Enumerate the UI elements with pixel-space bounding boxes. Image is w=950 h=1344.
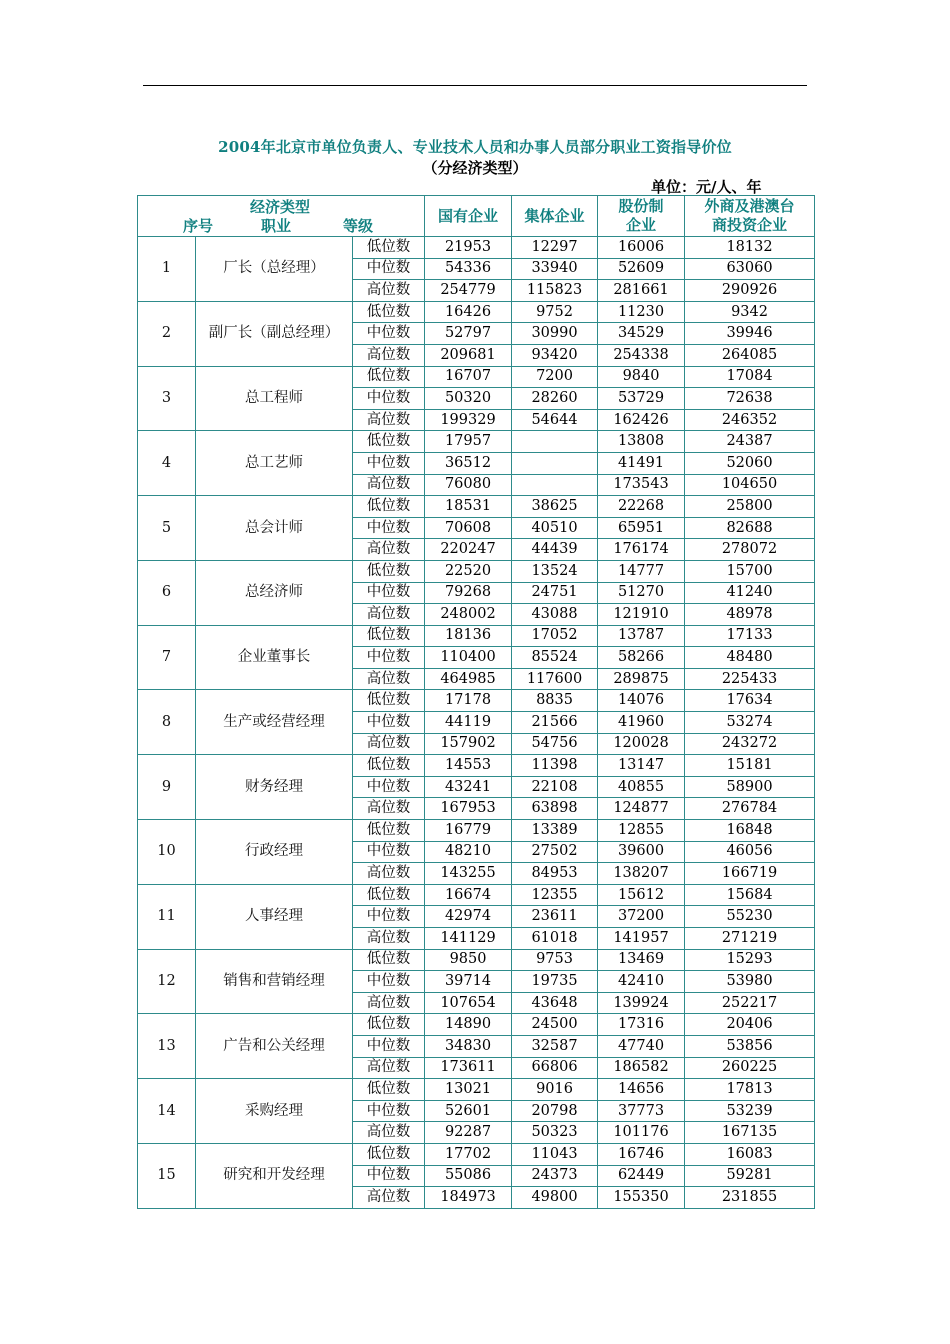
value-cell: 107654 xyxy=(425,992,512,1014)
value-cell xyxy=(512,474,598,496)
header-diagonal-cell xyxy=(138,196,425,237)
value-cell: 63060 xyxy=(685,258,815,280)
table-row xyxy=(138,1143,815,1165)
value-cell: 62449 xyxy=(598,1165,685,1187)
value-cell: 143255 xyxy=(425,863,512,885)
value-cell: 34529 xyxy=(598,323,685,345)
value-cell: 278072 xyxy=(685,539,815,561)
value-cell: 13808 xyxy=(598,431,685,453)
row-grade: 低位数 xyxy=(353,1143,425,1165)
value-cell: 48210 xyxy=(425,841,512,863)
row-grade: 中位数 xyxy=(353,1035,425,1057)
value-cell: 44119 xyxy=(425,712,512,734)
value-cell: 13524 xyxy=(512,560,598,582)
row-grade: 低位数 xyxy=(353,237,425,259)
value-cell: 11043 xyxy=(512,1143,598,1165)
value-cell: 42410 xyxy=(598,971,685,993)
value-cell: 141957 xyxy=(598,928,685,950)
row-job: 总工程师 xyxy=(196,366,353,431)
value-cell: 24387 xyxy=(685,431,815,453)
table-row xyxy=(138,496,815,518)
value-cell: 53729 xyxy=(598,388,685,410)
value-cell: 17052 xyxy=(512,625,598,647)
value-cell: 157902 xyxy=(425,733,512,755)
value-cell: 11398 xyxy=(512,755,598,777)
value-cell: 120028 xyxy=(598,733,685,755)
value-cell: 93420 xyxy=(512,344,598,366)
value-cell: 55086 xyxy=(425,1165,512,1187)
value-cell: 43088 xyxy=(512,604,598,626)
value-cell: 9840 xyxy=(598,366,685,388)
value-cell: 61018 xyxy=(512,928,598,950)
value-cell: 9850 xyxy=(425,949,512,971)
value-cell: 34830 xyxy=(425,1035,512,1057)
value-cell: 15684 xyxy=(685,884,815,906)
row-seq: 3 xyxy=(138,366,196,431)
value-cell: 260225 xyxy=(685,1057,815,1079)
row-seq: 13 xyxy=(138,1014,196,1079)
table-row xyxy=(138,820,815,842)
value-cell: 54336 xyxy=(425,258,512,280)
header-collective: 集体企业 xyxy=(512,196,598,237)
value-cell: 39946 xyxy=(685,323,815,345)
value-cell: 167953 xyxy=(425,798,512,820)
value-cell: 220247 xyxy=(425,539,512,561)
value-cell: 14890 xyxy=(425,1014,512,1036)
value-cell: 27502 xyxy=(512,841,598,863)
table-row xyxy=(138,560,815,582)
row-grade: 中位数 xyxy=(353,1100,425,1122)
value-cell: 117600 xyxy=(512,668,598,690)
value-cell: 254338 xyxy=(598,344,685,366)
wage-table xyxy=(137,195,815,1209)
value-cell: 58266 xyxy=(598,647,685,669)
value-cell: 20406 xyxy=(685,1014,815,1036)
row-grade: 中位数 xyxy=(353,323,425,345)
value-cell: 243272 xyxy=(685,733,815,755)
value-cell: 9016 xyxy=(512,1079,598,1101)
row-grade: 高位数 xyxy=(353,668,425,690)
value-cell: 55230 xyxy=(685,906,815,928)
value-cell: 9342 xyxy=(685,301,815,323)
value-cell: 13021 xyxy=(425,1079,512,1101)
value-cell: 24751 xyxy=(512,582,598,604)
value-cell: 53980 xyxy=(685,971,815,993)
page-title: 2004年北京市单位负责人、专业技术人员和办事人员部分职业工资指导价位 xyxy=(218,138,732,156)
table-row xyxy=(138,755,815,777)
value-cell: 39600 xyxy=(598,841,685,863)
value-cell: 124877 xyxy=(598,798,685,820)
row-job: 总工艺师 xyxy=(196,431,353,496)
header-foreign-line1: 外商及港澳台 xyxy=(704,197,795,215)
row-seq: 2 xyxy=(138,301,196,366)
value-cell: 15612 xyxy=(598,884,685,906)
value-cell: 16746 xyxy=(598,1143,685,1165)
row-grade: 低位数 xyxy=(353,496,425,518)
value-cell: 22108 xyxy=(512,776,598,798)
value-cell: 167135 xyxy=(685,1122,815,1144)
row-grade: 高位数 xyxy=(353,280,425,302)
value-cell: 184973 xyxy=(425,1187,512,1209)
value-cell: 72638 xyxy=(685,388,815,410)
value-cell: 209681 xyxy=(425,344,512,366)
row-seq: 12 xyxy=(138,949,196,1014)
row-grade: 高位数 xyxy=(353,1187,425,1209)
row-grade: 中位数 xyxy=(353,647,425,669)
value-cell: 7200 xyxy=(512,366,598,388)
row-grade: 高位数 xyxy=(353,798,425,820)
value-cell: 276784 xyxy=(685,798,815,820)
row-grade: 低位数 xyxy=(353,884,425,906)
value-cell: 15293 xyxy=(685,949,815,971)
value-cell: 290926 xyxy=(685,280,815,302)
header-joint-stock-line2: 企业 xyxy=(626,216,657,234)
row-seq: 9 xyxy=(138,755,196,820)
value-cell: 16674 xyxy=(425,884,512,906)
value-cell: 464985 xyxy=(425,668,512,690)
page-subtitle: （分经济类型） xyxy=(422,159,528,177)
value-cell: 14777 xyxy=(598,560,685,582)
value-cell: 9752 xyxy=(512,301,598,323)
row-grade: 高位数 xyxy=(353,1057,425,1079)
value-cell: 65951 xyxy=(598,517,685,539)
value-cell: 12855 xyxy=(598,820,685,842)
value-cell: 50320 xyxy=(425,388,512,410)
value-cell: 63898 xyxy=(512,798,598,820)
value-cell: 13147 xyxy=(598,755,685,777)
value-cell: 13389 xyxy=(512,820,598,842)
value-cell: 17316 xyxy=(598,1014,685,1036)
value-cell: 15181 xyxy=(685,755,815,777)
value-cell: 50323 xyxy=(512,1122,598,1144)
value-cell: 17634 xyxy=(685,690,815,712)
value-cell: 17957 xyxy=(425,431,512,453)
row-grade: 高位数 xyxy=(353,863,425,885)
row-grade: 高位数 xyxy=(353,474,425,496)
row-job: 财务经理 xyxy=(196,755,353,820)
row-grade: 低位数 xyxy=(353,755,425,777)
value-cell: 11230 xyxy=(598,301,685,323)
row-grade: 中位数 xyxy=(353,906,425,928)
value-cell: 20798 xyxy=(512,1100,598,1122)
row-grade: 高位数 xyxy=(353,539,425,561)
value-cell: 225433 xyxy=(685,668,815,690)
value-cell: 110400 xyxy=(425,647,512,669)
value-cell: 101176 xyxy=(598,1122,685,1144)
header-grade: 等级 xyxy=(343,217,374,235)
unit-note: 单位：元/人、年 xyxy=(651,178,762,196)
row-seq: 8 xyxy=(138,690,196,755)
value-cell: 58900 xyxy=(685,776,815,798)
value-cell: 166719 xyxy=(685,863,815,885)
value-cell: 52601 xyxy=(425,1100,512,1122)
value-cell: 16848 xyxy=(685,820,815,842)
value-cell: 52060 xyxy=(685,452,815,474)
row-grade: 中位数 xyxy=(353,258,425,280)
value-cell: 173611 xyxy=(425,1057,512,1079)
value-cell: 47740 xyxy=(598,1035,685,1057)
value-cell: 85524 xyxy=(512,647,598,669)
value-cell: 16779 xyxy=(425,820,512,842)
value-cell: 52609 xyxy=(598,258,685,280)
value-cell: 264085 xyxy=(685,344,815,366)
row-grade: 低位数 xyxy=(353,1079,425,1101)
value-cell: 53856 xyxy=(685,1035,815,1057)
value-cell: 13787 xyxy=(598,625,685,647)
value-cell: 9753 xyxy=(512,949,598,971)
row-grade: 低位数 xyxy=(353,820,425,842)
value-cell: 40510 xyxy=(512,517,598,539)
header-joint-stock-line1: 股份制 xyxy=(618,197,664,215)
header-foreign-line2: 商投资企业 xyxy=(712,216,788,234)
row-grade: 高位数 xyxy=(353,1122,425,1144)
value-cell: 59281 xyxy=(685,1165,815,1187)
header-foreign xyxy=(685,196,815,237)
value-cell: 14076 xyxy=(598,690,685,712)
row-grade: 中位数 xyxy=(353,712,425,734)
row-grade: 高位数 xyxy=(353,733,425,755)
value-cell: 115823 xyxy=(512,280,598,302)
table-row xyxy=(138,949,815,971)
row-grade: 高位数 xyxy=(353,928,425,950)
value-cell: 104650 xyxy=(685,474,815,496)
value-cell: 79268 xyxy=(425,582,512,604)
top-rule xyxy=(143,85,807,86)
row-job: 研究和开发经理 xyxy=(196,1143,353,1208)
value-cell: 53239 xyxy=(685,1100,815,1122)
value-cell: 22268 xyxy=(598,496,685,518)
value-cell: 52797 xyxy=(425,323,512,345)
value-cell: 22520 xyxy=(425,560,512,582)
row-seq: 6 xyxy=(138,560,196,625)
value-cell: 33940 xyxy=(512,258,598,280)
row-grade: 低位数 xyxy=(353,949,425,971)
value-cell: 17133 xyxy=(685,625,815,647)
value-cell: 66806 xyxy=(512,1057,598,1079)
value-cell: 76080 xyxy=(425,474,512,496)
value-cell: 254779 xyxy=(425,280,512,302)
row-grade: 中位数 xyxy=(353,776,425,798)
value-cell: 40855 xyxy=(598,776,685,798)
row-grade: 高位数 xyxy=(353,409,425,431)
row-grade: 中位数 xyxy=(353,452,425,474)
value-cell: 48480 xyxy=(685,647,815,669)
value-cell: 41960 xyxy=(598,712,685,734)
value-cell: 139924 xyxy=(598,992,685,1014)
value-cell: 17178 xyxy=(425,690,512,712)
value-cell: 252217 xyxy=(685,992,815,1014)
value-cell: 12297 xyxy=(512,237,598,259)
table-body xyxy=(138,237,815,1209)
value-cell: 21566 xyxy=(512,712,598,734)
table-row xyxy=(138,1014,815,1036)
row-job: 企业董事长 xyxy=(196,625,353,690)
row-job: 采购经理 xyxy=(196,1079,353,1144)
value-cell: 141129 xyxy=(425,928,512,950)
header-joint-stock xyxy=(598,196,685,237)
value-cell: 248002 xyxy=(425,604,512,626)
value-cell: 16707 xyxy=(425,366,512,388)
table-row xyxy=(138,366,815,388)
row-job: 广告和公关经理 xyxy=(196,1014,353,1079)
value-cell: 19735 xyxy=(512,971,598,993)
row-grade: 低位数 xyxy=(353,690,425,712)
row-grade: 低位数 xyxy=(353,431,425,453)
value-cell: 37773 xyxy=(598,1100,685,1122)
value-cell: 48978 xyxy=(685,604,815,626)
row-grade: 中位数 xyxy=(353,841,425,863)
value-cell: 39714 xyxy=(425,971,512,993)
row-grade: 高位数 xyxy=(353,992,425,1014)
value-cell: 18531 xyxy=(425,496,512,518)
value-cell: 14656 xyxy=(598,1079,685,1101)
table-row xyxy=(138,237,815,259)
row-seq: 14 xyxy=(138,1079,196,1144)
row-grade: 中位数 xyxy=(353,388,425,410)
row-seq: 1 xyxy=(138,237,196,302)
value-cell: 162426 xyxy=(598,409,685,431)
header-econ-type: 经济类型 xyxy=(250,198,311,216)
table-header-row xyxy=(138,196,815,237)
value-cell: 37200 xyxy=(598,906,685,928)
row-seq: 11 xyxy=(138,884,196,949)
value-cell xyxy=(512,431,598,453)
row-seq: 7 xyxy=(138,625,196,690)
value-cell: 8835 xyxy=(512,690,598,712)
value-cell: 36512 xyxy=(425,452,512,474)
table-row xyxy=(138,884,815,906)
row-grade: 低位数 xyxy=(353,625,425,647)
row-job: 销售和营销经理 xyxy=(196,949,353,1014)
value-cell: 18132 xyxy=(685,237,815,259)
value-cell: 21953 xyxy=(425,237,512,259)
header-job: 职业 xyxy=(261,217,292,235)
value-cell: 186582 xyxy=(598,1057,685,1079)
row-grade: 低位数 xyxy=(353,1014,425,1036)
value-cell: 51270 xyxy=(598,582,685,604)
value-cell: 246352 xyxy=(685,409,815,431)
row-seq: 5 xyxy=(138,496,196,561)
table-row xyxy=(138,1079,815,1101)
row-grade: 高位数 xyxy=(353,344,425,366)
value-cell: 16006 xyxy=(598,237,685,259)
value-cell: 92287 xyxy=(425,1122,512,1144)
row-job: 厂长（总经理） xyxy=(196,237,353,302)
header-seq: 序号 xyxy=(183,217,214,235)
value-cell: 30990 xyxy=(512,323,598,345)
value-cell: 271219 xyxy=(685,928,815,950)
value-cell: 42974 xyxy=(425,906,512,928)
value-cell: 70608 xyxy=(425,517,512,539)
value-cell: 32587 xyxy=(512,1035,598,1057)
value-cell: 155350 xyxy=(598,1187,685,1209)
value-cell xyxy=(512,452,598,474)
value-cell: 54756 xyxy=(512,733,598,755)
value-cell: 54644 xyxy=(512,409,598,431)
row-grade: 中位数 xyxy=(353,1165,425,1187)
value-cell: 17702 xyxy=(425,1143,512,1165)
row-job: 副厂长（副总经理） xyxy=(196,301,353,366)
value-cell: 16426 xyxy=(425,301,512,323)
value-cell: 23611 xyxy=(512,906,598,928)
value-cell: 12355 xyxy=(512,884,598,906)
value-cell: 173543 xyxy=(598,474,685,496)
table-row xyxy=(138,431,815,453)
value-cell: 231855 xyxy=(685,1187,815,1209)
value-cell: 49800 xyxy=(512,1187,598,1209)
value-cell: 24373 xyxy=(512,1165,598,1187)
value-cell: 28260 xyxy=(512,388,598,410)
value-cell: 46056 xyxy=(685,841,815,863)
row-grade: 低位数 xyxy=(353,366,425,388)
header-state-owned: 国有企业 xyxy=(425,196,512,237)
row-seq: 15 xyxy=(138,1143,196,1208)
value-cell: 44439 xyxy=(512,539,598,561)
row-grade: 低位数 xyxy=(353,560,425,582)
value-cell: 199329 xyxy=(425,409,512,431)
row-grade: 中位数 xyxy=(353,971,425,993)
value-cell: 176174 xyxy=(598,539,685,561)
value-cell: 24500 xyxy=(512,1014,598,1036)
row-grade: 中位数 xyxy=(353,517,425,539)
value-cell: 281661 xyxy=(598,280,685,302)
value-cell: 138207 xyxy=(598,863,685,885)
row-seq: 10 xyxy=(138,820,196,885)
value-cell: 41240 xyxy=(685,582,815,604)
row-job: 行政经理 xyxy=(196,820,353,885)
value-cell: 14553 xyxy=(425,755,512,777)
row-job: 总会计师 xyxy=(196,496,353,561)
table-row xyxy=(138,690,815,712)
row-grade: 低位数 xyxy=(353,301,425,323)
table-row xyxy=(138,301,815,323)
value-cell: 17084 xyxy=(685,366,815,388)
value-cell: 82688 xyxy=(685,517,815,539)
row-seq: 4 xyxy=(138,431,196,496)
value-cell: 16083 xyxy=(685,1143,815,1165)
value-cell: 41491 xyxy=(598,452,685,474)
value-cell: 121910 xyxy=(598,604,685,626)
value-cell: 43241 xyxy=(425,776,512,798)
value-cell: 84953 xyxy=(512,863,598,885)
value-cell: 17813 xyxy=(685,1079,815,1101)
row-job: 总经济师 xyxy=(196,560,353,625)
row-job: 生产或经营经理 xyxy=(196,690,353,755)
value-cell: 13469 xyxy=(598,949,685,971)
row-grade: 中位数 xyxy=(353,582,425,604)
value-cell: 53274 xyxy=(685,712,815,734)
value-cell: 38625 xyxy=(512,496,598,518)
value-cell: 15700 xyxy=(685,560,815,582)
value-cell: 25800 xyxy=(685,496,815,518)
value-cell: 289875 xyxy=(598,668,685,690)
row-job: 人事经理 xyxy=(196,884,353,949)
row-grade: 高位数 xyxy=(353,604,425,626)
value-cell: 43648 xyxy=(512,992,598,1014)
value-cell: 18136 xyxy=(425,625,512,647)
table-row xyxy=(138,625,815,647)
